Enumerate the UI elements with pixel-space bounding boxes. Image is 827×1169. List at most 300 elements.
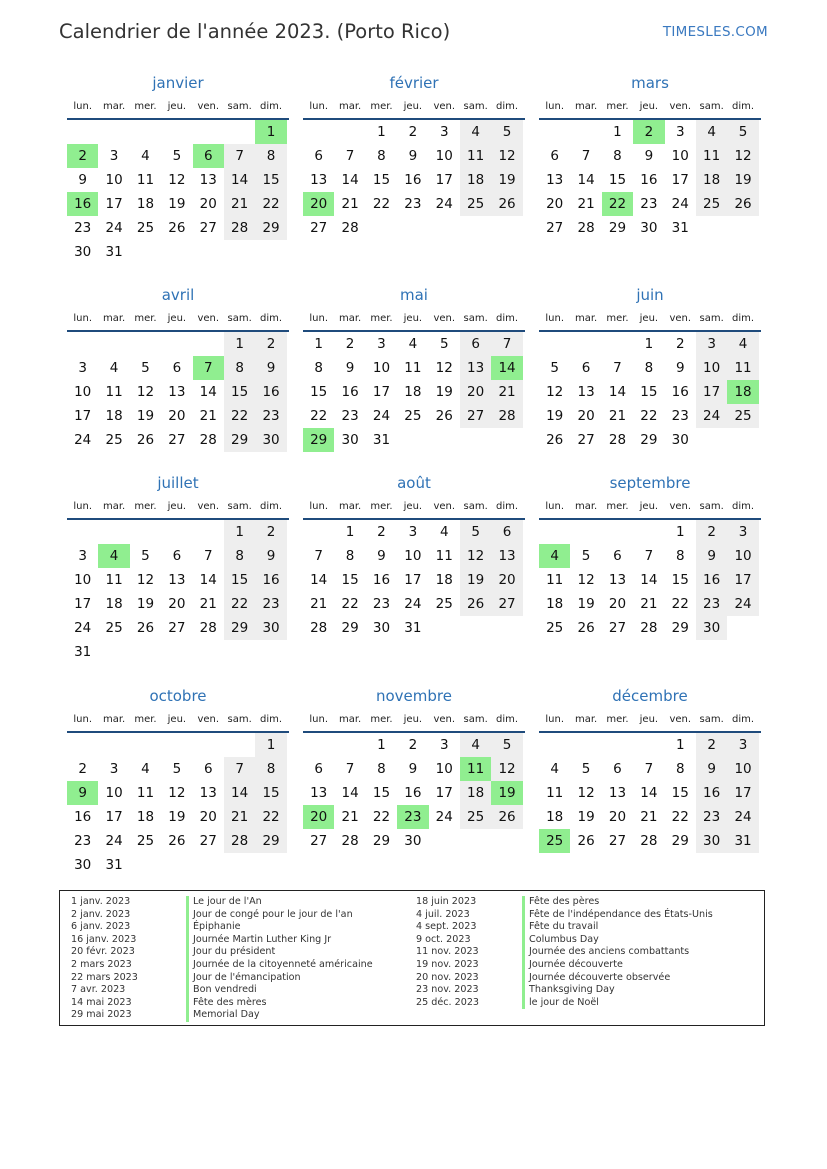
day-cell: 17 bbox=[696, 380, 727, 404]
week-row bbox=[303, 168, 525, 192]
weekday-label: lun. bbox=[309, 501, 329, 512]
empty-day-cell bbox=[67, 733, 98, 757]
week-row bbox=[67, 240, 289, 264]
weekday-header bbox=[539, 711, 761, 733]
empty-day-cell bbox=[224, 120, 255, 144]
day-cell: 26 bbox=[577, 833, 595, 849]
day-cell: 15 bbox=[372, 172, 391, 188]
day-cell: 24 bbox=[435, 196, 453, 212]
day-cell: 12 bbox=[577, 572, 595, 588]
day-cell: 10 bbox=[74, 384, 92, 400]
day-cell: 30 bbox=[74, 244, 92, 260]
empty-day-cell bbox=[727, 428, 758, 452]
day-cell: 7 bbox=[491, 332, 522, 356]
day-cell: 15 bbox=[224, 380, 255, 404]
day-cell: 4 bbox=[141, 761, 150, 777]
day-cell: 15 bbox=[671, 572, 689, 588]
weekday-label: dim. bbox=[732, 101, 755, 112]
week-row bbox=[67, 757, 289, 781]
empty-day-cell bbox=[67, 332, 98, 356]
day-cell: 22 bbox=[224, 404, 255, 428]
empty-day-cell bbox=[334, 120, 365, 144]
day-cell: 20 bbox=[608, 809, 627, 825]
day-cell: 8 bbox=[675, 548, 685, 564]
holiday-date: 23 nov. 2023 bbox=[416, 984, 479, 996]
day-cell: 25 bbox=[105, 432, 123, 448]
day-cell: 28 bbox=[224, 216, 255, 240]
holiday-name: Fête de l'indépendance des États-Unis bbox=[522, 909, 713, 922]
day-cell: 24 bbox=[727, 592, 758, 616]
day-cell: 8 bbox=[314, 360, 323, 376]
empty-day-cell bbox=[429, 428, 460, 452]
day-cell: 22 bbox=[224, 592, 255, 616]
day-cell: 28 bbox=[640, 833, 658, 849]
day-cell: 17 bbox=[74, 408, 92, 424]
day-cell: 29 bbox=[372, 833, 391, 849]
week-row bbox=[303, 829, 525, 853]
weekday-header bbox=[303, 98, 525, 120]
holiday-name: Fête des mères bbox=[186, 997, 373, 1010]
empty-day-cell bbox=[255, 240, 286, 264]
holiday-date: 11 nov. 2023 bbox=[416, 946, 479, 958]
week-row bbox=[67, 733, 289, 757]
weekday-label: ven. bbox=[197, 501, 220, 512]
day-cell: 8 bbox=[613, 148, 622, 164]
holiday-name: le jour de Noël bbox=[522, 997, 713, 1010]
empty-day-cell bbox=[130, 853, 161, 877]
day-cell: 23 bbox=[640, 196, 658, 212]
week-row bbox=[67, 144, 289, 168]
day-cell: 10 bbox=[435, 148, 453, 164]
day-cell: 24 bbox=[105, 833, 123, 849]
weekday-header bbox=[539, 310, 761, 332]
day-cell: 4 bbox=[460, 733, 491, 757]
day-cell: 8 bbox=[675, 761, 685, 777]
day-cell: 20 bbox=[491, 568, 522, 592]
empty-day-cell bbox=[130, 120, 161, 144]
day-cell: 17 bbox=[74, 596, 92, 612]
day-cell: 13 bbox=[199, 172, 217, 188]
day-cell: 9 bbox=[408, 148, 418, 164]
day-cell: 12 bbox=[727, 144, 758, 168]
day-cell: 29 bbox=[255, 829, 286, 853]
empty-day-cell bbox=[67, 520, 98, 544]
day-cell: 28 bbox=[341, 833, 359, 849]
day-cell: 6 bbox=[613, 761, 622, 777]
day-cell: 4 bbox=[460, 120, 491, 144]
day-cell: 22 bbox=[255, 805, 286, 829]
day-cell: 9 bbox=[644, 148, 654, 164]
day-cell: 2 bbox=[345, 336, 355, 352]
day-cell: 18 bbox=[136, 196, 155, 212]
holiday-date: 20 févr. 2023 bbox=[71, 946, 135, 958]
day-cell: 14 bbox=[310, 572, 328, 588]
weekday-label: lun. bbox=[545, 501, 565, 512]
day-cell: 30 bbox=[696, 829, 727, 853]
weekday-label: sam. bbox=[463, 313, 488, 324]
weekday-label: sam. bbox=[227, 501, 252, 512]
day-cell: 16 bbox=[696, 781, 727, 805]
empty-day-cell bbox=[255, 853, 286, 877]
day-cell: 24 bbox=[435, 809, 453, 825]
day-cell: 28 bbox=[341, 220, 359, 236]
holiday-name: Jour de congé pour le jour de l'an bbox=[186, 909, 373, 922]
month-name: mai bbox=[400, 286, 428, 304]
legend-column-date bbox=[416, 896, 479, 1009]
day-cell: 25 bbox=[404, 408, 422, 424]
holiday-name: Thanksgiving Day bbox=[522, 984, 713, 997]
day-cell: 5 bbox=[439, 336, 449, 352]
day-cell: 6 bbox=[172, 360, 182, 376]
day-cell: 14 bbox=[341, 785, 359, 801]
day-cell: 22 bbox=[341, 596, 359, 612]
day-cell: 19 bbox=[491, 781, 522, 805]
holiday-date: 4 juil. 2023 bbox=[416, 908, 470, 920]
holiday-name: Épiphanie bbox=[186, 921, 373, 934]
day-cell: 8 bbox=[377, 761, 386, 777]
day-cell: 13 bbox=[608, 572, 627, 588]
day-cell: 27 bbox=[310, 833, 328, 849]
week-row bbox=[67, 805, 289, 829]
day-cell: 28 bbox=[640, 620, 658, 636]
weekday-label: dim. bbox=[732, 714, 755, 725]
week-row bbox=[67, 829, 289, 853]
day-cell: 4 bbox=[98, 544, 129, 568]
day-cell: 8 bbox=[224, 356, 255, 380]
day-cell: 29 bbox=[255, 216, 286, 240]
weekday-label: dim. bbox=[260, 313, 283, 324]
day-cell: 14 bbox=[224, 781, 255, 805]
weekday-label: lun. bbox=[73, 714, 93, 725]
day-cell: 4 bbox=[727, 332, 758, 356]
day-cell: 2 bbox=[675, 336, 685, 352]
day-cell: 19 bbox=[435, 384, 453, 400]
day-cell: 22 bbox=[255, 192, 286, 216]
day-cell: 15 bbox=[255, 168, 286, 192]
day-cell: 26 bbox=[491, 192, 522, 216]
day-cell: 9 bbox=[696, 544, 727, 568]
weekday-label: sam. bbox=[463, 714, 488, 725]
day-cell: 16 bbox=[671, 384, 689, 400]
day-cell: 18 bbox=[460, 781, 491, 805]
week-row bbox=[67, 592, 289, 616]
day-cell: 21 bbox=[491, 380, 522, 404]
weekday-label: mer. bbox=[606, 714, 629, 725]
day-cell: 1 bbox=[314, 336, 323, 352]
day-cell: 17 bbox=[105, 196, 123, 212]
weekday-label: jeu. bbox=[639, 101, 659, 112]
holiday-date: 20 nov. 2023 bbox=[416, 971, 479, 983]
empty-day-cell bbox=[98, 120, 129, 144]
weekday-label: lun. bbox=[545, 714, 565, 725]
day-cell: 29 bbox=[608, 220, 627, 236]
day-cell: 8 bbox=[255, 144, 286, 168]
day-cell: 11 bbox=[546, 785, 564, 801]
empty-day-cell bbox=[727, 216, 758, 240]
day-cell: 23 bbox=[696, 592, 727, 616]
day-cell: 1 bbox=[224, 520, 255, 544]
weekday-label: mer. bbox=[370, 101, 393, 112]
empty-day-cell bbox=[491, 216, 522, 240]
week-row bbox=[303, 592, 525, 616]
day-cell: 24 bbox=[727, 805, 758, 829]
day-cell: 6 bbox=[550, 148, 559, 164]
day-cell: 19 bbox=[577, 596, 595, 612]
day-cell: 14 bbox=[640, 572, 658, 588]
day-cell: 23 bbox=[397, 805, 428, 829]
day-cell: 10 bbox=[105, 172, 123, 188]
weekday-label: dim. bbox=[260, 101, 283, 112]
day-cell: 18 bbox=[136, 809, 155, 825]
day-cell: 7 bbox=[613, 360, 622, 376]
day-cell: 30 bbox=[372, 620, 391, 636]
week-row bbox=[303, 404, 525, 428]
day-cell: 11 bbox=[404, 360, 422, 376]
weekday-label: jeu. bbox=[403, 313, 423, 324]
day-cell: 21 bbox=[199, 596, 217, 612]
weekday-label: mer. bbox=[370, 313, 393, 324]
weekday-label: jeu. bbox=[167, 313, 187, 324]
day-cell: 23 bbox=[74, 833, 92, 849]
day-cell: 14 bbox=[608, 384, 627, 400]
empty-day-cell bbox=[98, 332, 129, 356]
day-cell: 10 bbox=[727, 544, 758, 568]
day-cell: 29 bbox=[341, 620, 359, 636]
day-cell: 26 bbox=[577, 620, 595, 636]
holiday-legend bbox=[59, 890, 765, 1026]
day-cell: 29 bbox=[640, 432, 658, 448]
day-cell: 3 bbox=[727, 733, 758, 757]
month-name: décembre bbox=[612, 687, 688, 705]
weekday-label: jeu. bbox=[403, 101, 423, 112]
weekday-label: mer. bbox=[370, 714, 393, 725]
day-cell: 10 bbox=[105, 785, 123, 801]
day-cell: 28 bbox=[199, 432, 217, 448]
week-row bbox=[539, 781, 761, 805]
day-cell: 24 bbox=[372, 408, 391, 424]
empty-day-cell bbox=[255, 640, 286, 664]
day-cell: 30 bbox=[74, 857, 92, 873]
weekday-label: mer. bbox=[606, 101, 629, 112]
empty-day-cell bbox=[161, 733, 192, 757]
day-cell: 29 bbox=[303, 428, 334, 452]
site-logo-link[interactable]: TIMESLES.COM bbox=[662, 24, 768, 40]
day-cell: 3 bbox=[109, 148, 119, 164]
weekday-label: jeu. bbox=[639, 501, 659, 512]
day-cell: 26 bbox=[136, 620, 155, 636]
weekday-header bbox=[539, 498, 761, 520]
day-cell: 1 bbox=[255, 733, 286, 757]
holiday-date: 18 juin 2023 bbox=[416, 896, 477, 907]
day-cell: 5 bbox=[141, 548, 150, 564]
day-cell: 12 bbox=[168, 785, 186, 801]
week-row bbox=[539, 380, 761, 404]
empty-day-cell bbox=[303, 120, 334, 144]
weekday-label: dim. bbox=[496, 313, 519, 324]
day-cell: 8 bbox=[377, 148, 386, 164]
holiday-name: Journée des anciens combattants bbox=[522, 946, 713, 959]
week-row bbox=[539, 144, 761, 168]
week-row bbox=[539, 120, 761, 144]
week-row bbox=[539, 805, 761, 829]
month-4 bbox=[67, 284, 289, 452]
day-cell: 20 bbox=[303, 192, 334, 216]
holiday-date: 6 janv. 2023 bbox=[71, 921, 131, 933]
day-cell: 2 bbox=[408, 124, 418, 140]
holiday-name: Memorial Day bbox=[186, 1009, 373, 1022]
holiday-date: 1 janv. 2023 bbox=[71, 896, 131, 907]
holiday-date: 29 mai 2023 bbox=[71, 1009, 132, 1021]
holiday-date: 25 déc. 2023 bbox=[416, 996, 480, 1008]
day-cell: 22 bbox=[671, 596, 689, 612]
day-cell: 14 bbox=[640, 785, 658, 801]
empty-day-cell bbox=[491, 829, 522, 853]
day-cell: 22 bbox=[640, 408, 658, 424]
day-cell: 5 bbox=[460, 520, 491, 544]
day-cell: 11 bbox=[727, 356, 758, 380]
weekday-label: mer. bbox=[606, 313, 629, 324]
day-cell: 10 bbox=[727, 757, 758, 781]
day-cell: 28 bbox=[577, 220, 595, 236]
day-cell: 14 bbox=[199, 384, 217, 400]
week-row bbox=[67, 616, 289, 640]
month-8 bbox=[303, 472, 525, 640]
day-cell: 3 bbox=[78, 360, 87, 376]
weekday-label: ven. bbox=[669, 313, 692, 324]
weekday-label: lun. bbox=[73, 313, 93, 324]
day-cell: 25 bbox=[546, 620, 564, 636]
day-cell: 5 bbox=[172, 148, 182, 164]
empty-day-cell bbox=[224, 640, 255, 664]
day-cell: 6 bbox=[613, 548, 622, 564]
day-cell: 19 bbox=[460, 568, 491, 592]
day-cell: 3 bbox=[696, 332, 727, 356]
day-cell: 13 bbox=[546, 172, 564, 188]
day-cell: 5 bbox=[141, 360, 150, 376]
weekday-label: mar. bbox=[338, 101, 362, 112]
day-cell: 21 bbox=[640, 809, 658, 825]
day-cell: 23 bbox=[255, 592, 286, 616]
empty-day-cell bbox=[193, 853, 224, 877]
day-cell: 1 bbox=[345, 524, 355, 540]
week-row bbox=[303, 733, 525, 757]
day-cell: 31 bbox=[105, 244, 123, 260]
day-cell: 15 bbox=[640, 384, 658, 400]
day-cell: 2 bbox=[67, 144, 98, 168]
week-row bbox=[303, 192, 525, 216]
week-row bbox=[67, 853, 289, 877]
week-row bbox=[67, 120, 289, 144]
day-cell: 15 bbox=[372, 785, 391, 801]
empty-day-cell bbox=[366, 216, 397, 240]
day-cell: 26 bbox=[168, 220, 186, 236]
weekday-header bbox=[539, 98, 761, 120]
day-cell: 16 bbox=[255, 380, 286, 404]
day-cell: 20 bbox=[303, 805, 334, 829]
day-cell: 21 bbox=[341, 196, 359, 212]
day-cell: 14 bbox=[577, 172, 595, 188]
day-cell: 3 bbox=[675, 124, 685, 140]
week-row bbox=[303, 805, 525, 829]
day-cell: 6 bbox=[314, 761, 323, 777]
week-row bbox=[539, 428, 761, 452]
legend-column-date bbox=[71, 896, 138, 1022]
day-cell: 27 bbox=[546, 220, 564, 236]
day-cell: 18 bbox=[105, 408, 123, 424]
week-row bbox=[539, 192, 761, 216]
week-row bbox=[539, 216, 761, 240]
day-cell: 9 bbox=[255, 544, 286, 568]
weekday-label: lun. bbox=[309, 101, 329, 112]
day-cell: 24 bbox=[696, 404, 727, 428]
weekday-header bbox=[67, 98, 289, 120]
day-cell: 17 bbox=[404, 572, 422, 588]
day-cell: 13 bbox=[491, 544, 522, 568]
week-row bbox=[303, 757, 525, 781]
empty-day-cell bbox=[334, 733, 365, 757]
day-cell: 1 bbox=[675, 524, 685, 540]
day-cell: 27 bbox=[577, 432, 595, 448]
weekday-label: ven. bbox=[197, 313, 220, 324]
empty-day-cell bbox=[98, 520, 129, 544]
day-cell: 13 bbox=[199, 785, 217, 801]
day-cell: 22 bbox=[372, 809, 391, 825]
month-name: mars bbox=[631, 74, 669, 92]
holiday-name: Jour de l'émancipation bbox=[186, 972, 373, 985]
day-cell: 2 bbox=[696, 733, 727, 757]
day-cell: 29 bbox=[671, 833, 689, 849]
empty-day-cell bbox=[130, 520, 161, 544]
day-cell: 18 bbox=[727, 380, 758, 404]
day-cell: 2 bbox=[255, 332, 286, 356]
weekday-label: sam. bbox=[699, 714, 724, 725]
day-cell: 5 bbox=[727, 120, 758, 144]
weekday-label: dim. bbox=[260, 714, 283, 725]
day-cell: 22 bbox=[372, 196, 391, 212]
day-cell: 20 bbox=[546, 196, 564, 212]
day-cell: 7 bbox=[345, 148, 355, 164]
empty-day-cell bbox=[161, 640, 192, 664]
day-cell: 30 bbox=[640, 220, 658, 236]
weekday-label: jeu. bbox=[403, 501, 423, 512]
empty-day-cell bbox=[193, 240, 224, 264]
weekday-header bbox=[303, 310, 525, 332]
day-cell: 24 bbox=[105, 220, 123, 236]
day-cell: 7 bbox=[644, 548, 654, 564]
day-cell: 11 bbox=[435, 548, 453, 564]
day-cell: 9 bbox=[345, 360, 355, 376]
day-cell: 25 bbox=[105, 620, 123, 636]
week-row bbox=[539, 332, 761, 356]
day-cell: 19 bbox=[136, 596, 155, 612]
day-cell: 7 bbox=[314, 548, 323, 564]
day-cell: 26 bbox=[491, 805, 522, 829]
week-row bbox=[303, 616, 525, 640]
weekday-label: mar. bbox=[574, 714, 598, 725]
day-cell: 11 bbox=[460, 757, 491, 781]
day-cell: 7 bbox=[581, 148, 591, 164]
day-cell: 30 bbox=[696, 616, 727, 640]
day-cell: 12 bbox=[491, 757, 522, 781]
holiday-date: 9 oct. 2023 bbox=[416, 933, 471, 945]
day-cell: 19 bbox=[546, 408, 564, 424]
day-cell: 1 bbox=[613, 124, 622, 140]
holiday-name: Fête des pères bbox=[522, 896, 713, 909]
month-name: avril bbox=[161, 286, 195, 304]
day-cell: 2 bbox=[377, 524, 386, 540]
day-cell: 20 bbox=[460, 380, 491, 404]
day-cell: 18 bbox=[696, 168, 727, 192]
